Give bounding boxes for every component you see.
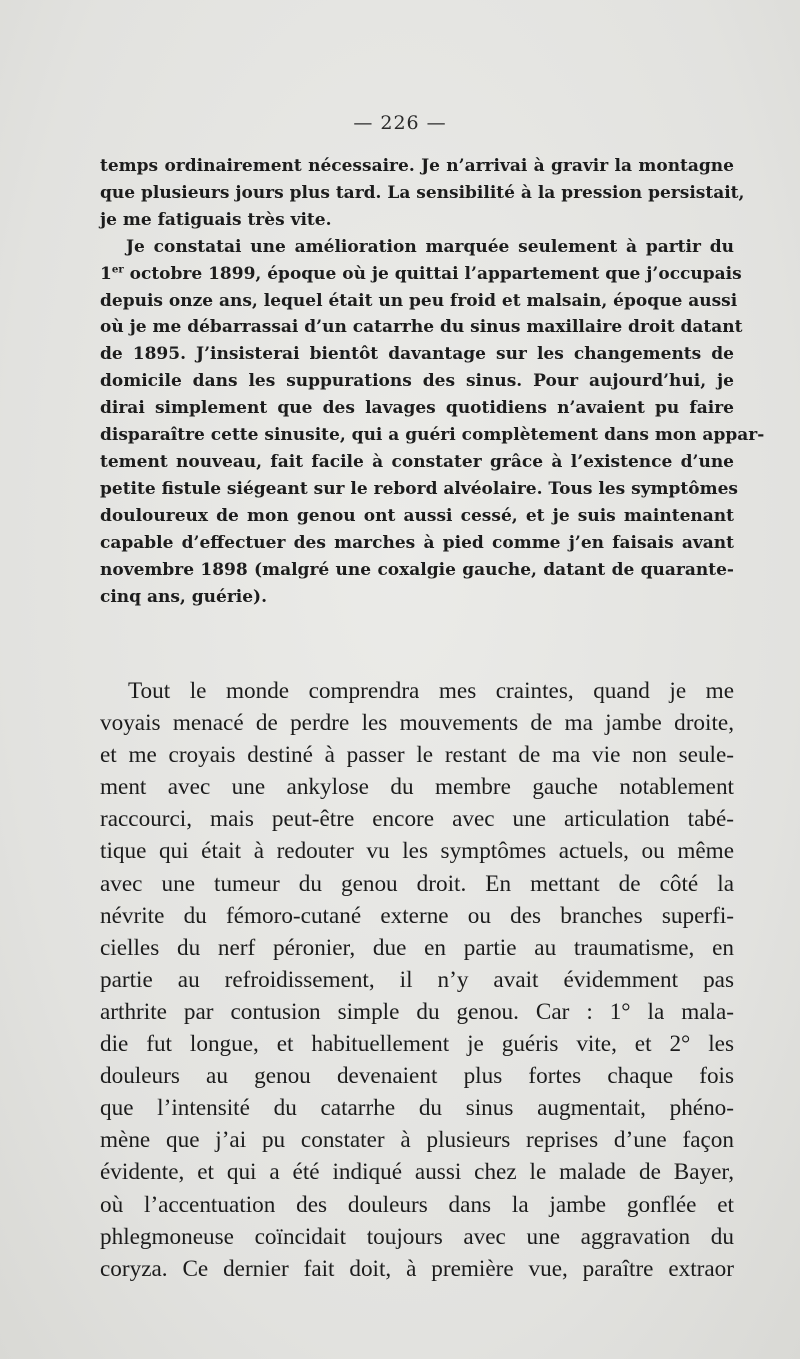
text-line: coryza. Ce dernier fait doit, à première vue, paraître extraor <box>100 1255 734 1282</box>
text-line: depuis onze ans, lequel était un peu froid et malsain, époque aussi <box>100 290 738 311</box>
text-line: temps ordinairement nécessaire. Je n’arrivai à gravir la montagne <box>100 156 734 176</box>
text-line: Tout le monde comprendra mes craintes, quand je me <box>128 678 734 704</box>
text-line: avec une tumeur du genou droit. En mettant de côté la <box>100 870 734 897</box>
text-line: Je constatai une amélioration marquée seulement à partir du <box>126 236 734 257</box>
text-line: voyais menacé de perdre les mouvements de ma jambe droite, <box>100 710 734 737</box>
text-line: je me fatiguais très vite. <box>100 209 332 230</box>
text-line: dirai simplement que des lavages quotidiens n’avaient pu faire <box>100 398 734 419</box>
text-line: où l’accentuation des douleurs dans la jambe gonflée et <box>100 1191 734 1218</box>
text-line: cielles du nerf péronier, due en partie au traumatisme, en <box>100 934 734 961</box>
paragraph-block-2 <box>100 675 734 1285</box>
text-line: tique qui était à redouter vu les symptômes actuels, ou même <box>100 838 734 865</box>
text-line: petite fistule siégeant sur le rebord alvéolaire. Tous les symptômes <box>100 478 738 499</box>
text-line: novembre 1898 (malgré une coxalgie gauche, datant de quarante- <box>100 559 734 580</box>
text-fragment: octobre 1899, époque où je quittai l’appartement que j’occupais <box>129 263 742 284</box>
text-line: de 1895. J’insisterai bientôt davantage sur les changements de <box>100 344 734 365</box>
text-line: ment avec une ankylose du membre gauche notablement <box>100 774 734 801</box>
ordinal-superscript: er <box>111 262 124 275</box>
text-line: tement nouveau, fait facile à constater grâce à l’existence d’une <box>100 451 734 472</box>
text-line: douleurs au genou devenaient plus fortes chaque fois <box>100 1063 734 1090</box>
text-line: phlegmoneuse coïncidait toujours avec une aggravation du <box>100 1223 734 1250</box>
text-line: partie au refroidissement, il n’y avait évidemment pas <box>100 966 734 993</box>
text-line: et me croyais destiné à passer le restant de ma vie non seule- <box>100 742 734 769</box>
text-line: arthrite par contusion simple du genou. Car : 1° la mala- <box>100 998 734 1025</box>
text-line: mène que j’ai pu constater à plusieurs reprises d’une façon <box>100 1127 734 1154</box>
text-line: raccourci, mais peut-être encore avec une articulation tabé- <box>100 806 734 833</box>
text-line: névrite du fémoro-cutané externe ou des branches superfi- <box>100 902 734 929</box>
text-line: que l’intensité du catarrhe du sinus augmentait, phéno- <box>100 1095 734 1122</box>
paragraph-block-1 <box>100 153 765 610</box>
text-line: évidente, et qui a été indiqué aussi chez le malade de Bayer, <box>100 1159 734 1186</box>
text-line: que plusieurs jours plus tard. La sensibilité à la pression persistait, <box>100 182 745 203</box>
text-line: die fut longue, et habituellement je guéris vite, et 2° les <box>100 1031 734 1058</box>
text-line: domicile dans les suppurations des sinus. Pour aujourd’hui, je <box>100 371 734 392</box>
text-line: douloureux de mon genou ont aussi cessé, et je suis maintenant <box>100 505 734 526</box>
text-line: disparaître cette sinusite, qui a guéri complètement dans mon appar- <box>100 425 765 446</box>
text-line-with-superscript <box>100 261 742 288</box>
ordinal-number: 1 <box>100 263 112 284</box>
text-line: capable d’effectuer des marches à pied comme j’en faisais avant <box>100 532 734 553</box>
page-number: — 226 — <box>353 112 447 134</box>
text-line: cinq ans, guérie). <box>100 586 268 607</box>
text-line: où je me débarrassai d’un catarrhe du sinus maxillaire droit datant <box>100 317 743 338</box>
